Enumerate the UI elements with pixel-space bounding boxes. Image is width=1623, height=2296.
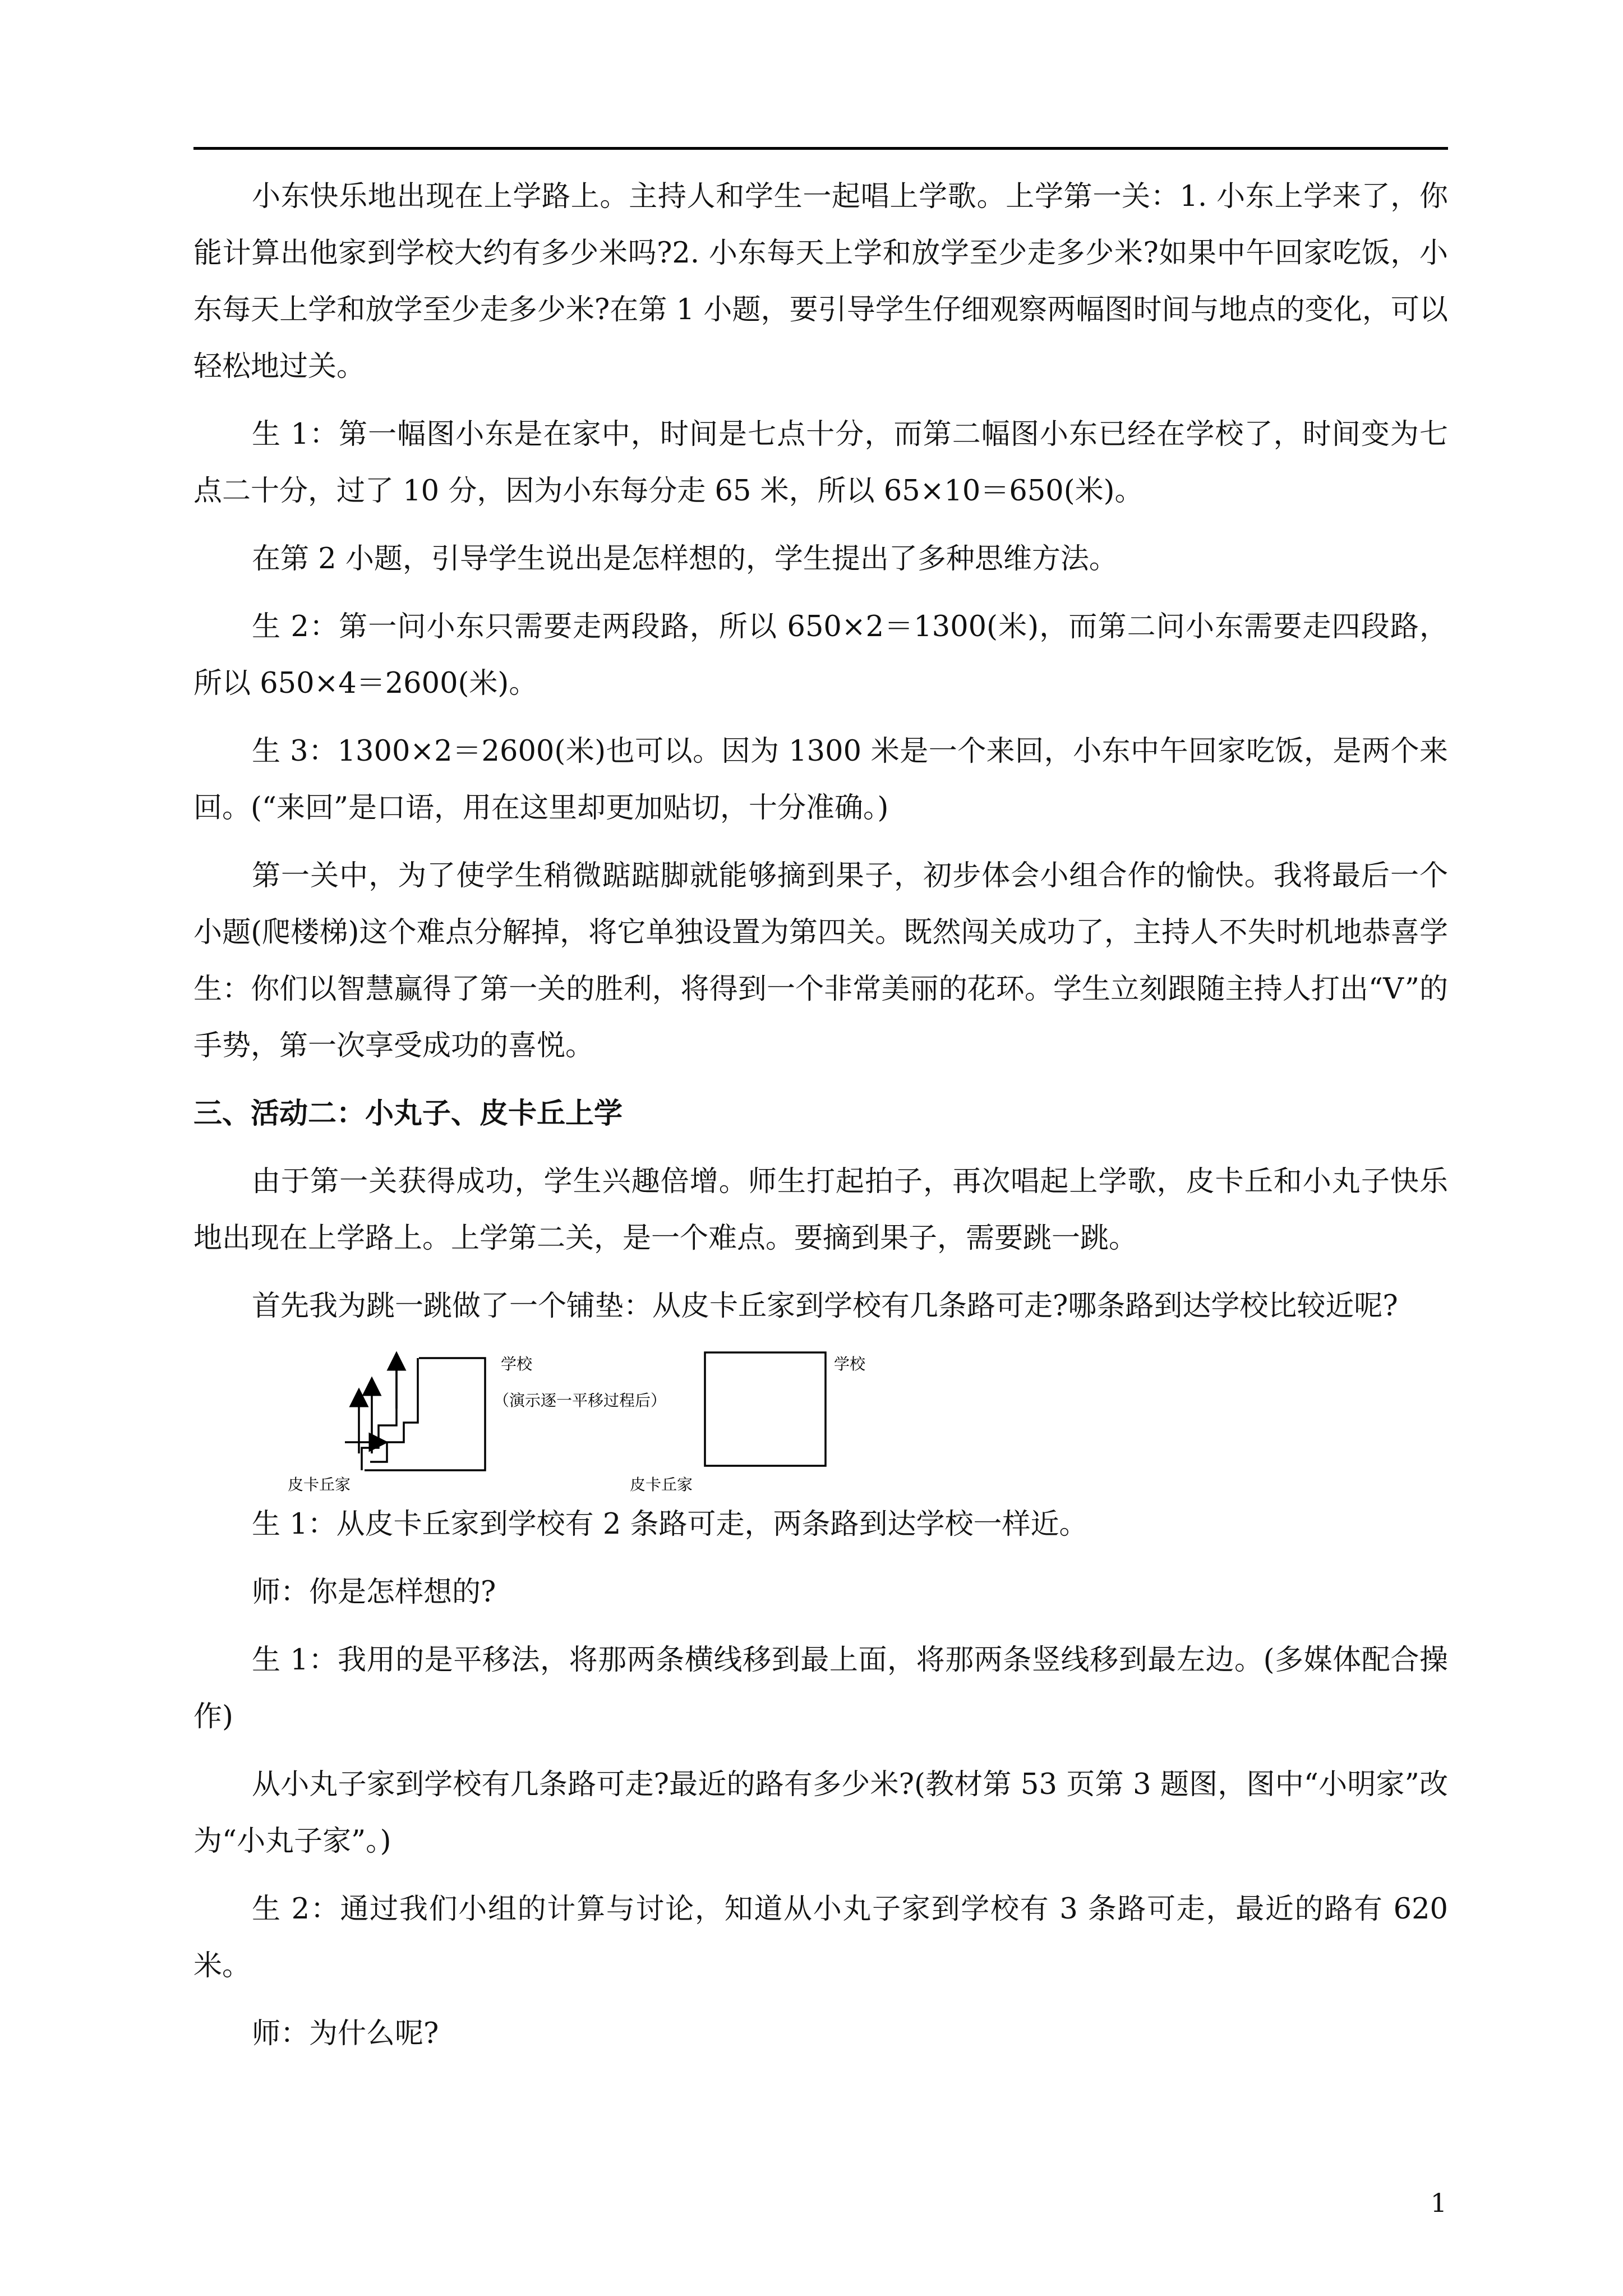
paragraph: 生 2：通过我们小组的计算与讨论，知道从小丸子家到学校有 3 条路可走，最近的路有 620 米。	[193, 1893, 1448, 1982]
paragraph: 生 1：从皮卡丘家到学校有 2 条路可走，两条路到达学校一样近。	[252, 1508, 1088, 1541]
header-rule	[193, 147, 1448, 150]
paragraph: 生 2：第一问小东只需要走两段路，所以 650×2＝1300(米)，而第二问小东需要走四段路，所以 650×4＝2600(米)。	[193, 610, 1448, 700]
paragraph: 首先我为跳一跳做了一个铺垫：从皮卡丘家到学校有几条路可走?哪条路到达学校比较近呢?	[252, 1290, 1398, 1323]
paragraph: 第一关中，为了使学生稍微踮踮脚就能够摘到果子，初步体会小组合作的愉快。我将最后一个小题(爬楼梯)这个难点分解掉，将它单独设置为第四关。既然闯关成功了，主持人不失时机地恭喜学生：你们以智慧赢得了第一关的胜利，将得到一个非常美丽的花环。学生立刻跟随主持人打出“V”的手势，第一次享受成功的喜悦。	[193, 859, 1448, 1062]
left-route-diagram	[345, 1358, 485, 1470]
left-school-label: 学校	[501, 1355, 533, 1373]
paragraph: 在第 2 小题，引导学生说出是怎样想的，学生提出了多种思维方法。	[252, 542, 1118, 576]
paragraph: 从小丸子家到学校有几条路可走?最近的路有多少米?(教材第 53 页第 3 题图，图中“小明家”改为“小丸子家”。)	[193, 1768, 1448, 1858]
right-route-rectangle	[705, 1352, 826, 1466]
right-home-label: 皮卡丘家	[630, 1475, 693, 1494]
paragraph: 生 1：我用的是平移法，将那两条横线移到最上面，将那两条竖线移到最左边。(多媒体配合操作)	[193, 1644, 1448, 1733]
paragraph: 师：你是怎样想的?	[252, 1576, 496, 1609]
paragraph: 师：为什么呢?	[252, 2017, 439, 2050]
paragraph: 小东快乐地出现在上学路上。主持人和学生一起唱上学歌。上学第一关：1. 小东上学来了，你能计算出他家到学校大约有多少米吗?2. 小东每天上学和放学至少走多少米?如果中午回家吃饭，小东每天上学和放学至少走多少米?在第 1 小题，要引导学生仔细观察两幅图时间与地点的变化，可以轻松地过关。	[193, 180, 1448, 383]
route-diagram	[193, 1341, 866, 1494]
left-home-label: 皮卡丘家	[288, 1475, 351, 1494]
page-number: 1	[1430, 2188, 1447, 2218]
right-school-label: 学校	[834, 1355, 866, 1373]
figure-caption: （演示逐一平移过程后）	[494, 1391, 667, 1410]
route-figure	[193, 1341, 1448, 1493]
page-content	[193, 168, 1448, 2062]
section-heading: 三、活动二：小丸子、皮卡丘上学	[193, 1097, 623, 1130]
paragraph: 生 3：1300×2＝2600(米)也可以。因为 1300 米是一个来回，小东中午回家吃饭，是两个来回。(“来回”是口语，用在这里却更加贴切，十分准确。)	[193, 735, 1448, 825]
paragraph: 生 1：第一幅图小东是在家中，时间是七点十分，而第二幅图小东已经在学校了，时间变为七点二十分，过了 10 分，因为小东每分走 65 米，所以 65×10＝650(米)。	[193, 418, 1448, 508]
paragraph: 由于第一关获得成功，学生兴趣倍增。师生打起拍子，再次唱起上学歌，皮卡丘和小丸子快乐地出现在上学路上。上学第二关，是一个难点。要摘到果子，需要跳一跳。	[193, 1165, 1448, 1255]
